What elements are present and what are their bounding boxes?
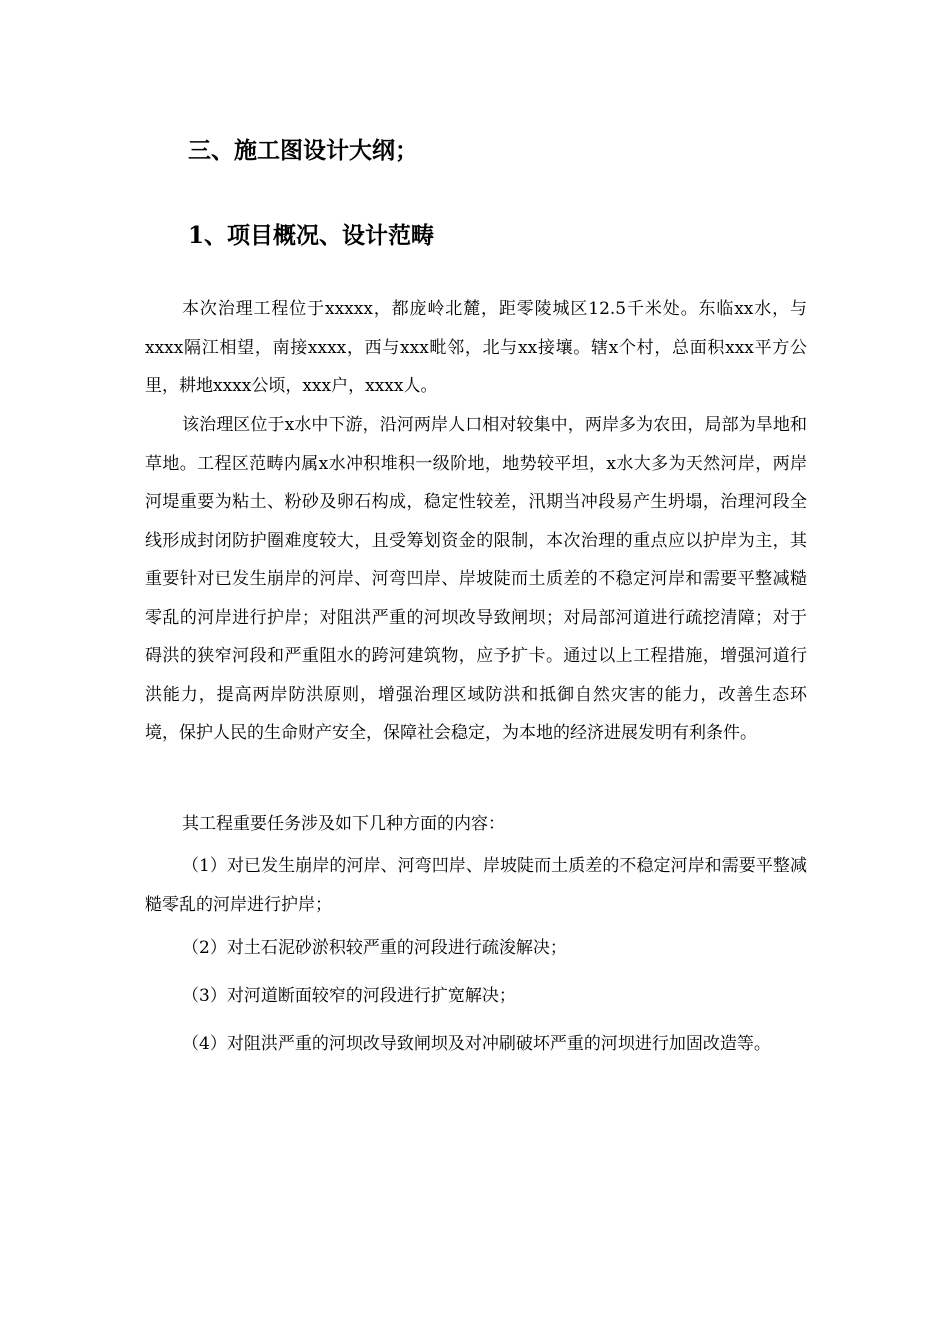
list-item-1: （1）对已发生崩岸的河岸、河弯凹岸、岸坡陡而土质差的不稳定河岸和需要平整减糙零乱的河岸进行护岸；	[145, 856, 807, 915]
paragraph-overview: 该治理区位于x水中下游，沿河两岸人口相对较集中，两岸多为农田，局部为旱地和草地。工程区范畴内属x水冲积堆积一级阶地，地势较平坦，x水大多为天然河岸，两岸河堤重要为粘土、粉砂及卵石构成，稳定性较差，汛期当冲段易产生坍塌，治理河段全线形成封闭防护圈难度较大，且受筹划资金的限制，本次治理的重点应以护岸为主，其重要针对已发生崩岸的河岸、河弯凹岸、岸坡陡而土质差的不稳定河岸和需要平整减糙零乱的河岸进行护岸；对阻洪严重的河坝改导致闸坝；对局部河道进行疏挖清障；对于碍洪的狭窄河段和严重阻水的跨河建筑物，应予扩卡。通过以上工程措施，增强河道行洪能力，提高两岸防洪原则，增强治理区域防洪和抵御自然灾害的能力，改善生态环境，保护人民的生命财产安全，保障社会稳定，为本地的经济进展发明有利条件。	[145, 415, 807, 743]
section-heading: 三、施工图设计大纲；	[188, 137, 418, 164]
subsection-heading: 1、项目概况、设计范畴	[188, 222, 435, 249]
paragraph-location: 本次治理工程位于xxxxx，都庞岭北麓，距零陵城区12.5千米处。东临xx水，与xxxx隔江相望，南接xxxx，西与xxx毗邻，北与xx接壤。辖x个村，总面积xxx平方公里，耕地xxxx公顷，xxx户，xxxx人。	[145, 299, 807, 396]
list-item-2: （2）对土石泥砂淤积较严重的河段进行疏浚解决；	[182, 938, 567, 958]
list-item-3: （3）对河道断面较窄的河段进行扩宽解决；	[182, 986, 516, 1006]
list-item-4: （4）对阻洪严重的河坝改导致闸坝及对冲刷破坏严重的河坝进行加固改造等。	[182, 1034, 771, 1054]
paragraph-tasks-intro: 其工程重要任务涉及如下几种方面的内容：	[182, 814, 505, 834]
